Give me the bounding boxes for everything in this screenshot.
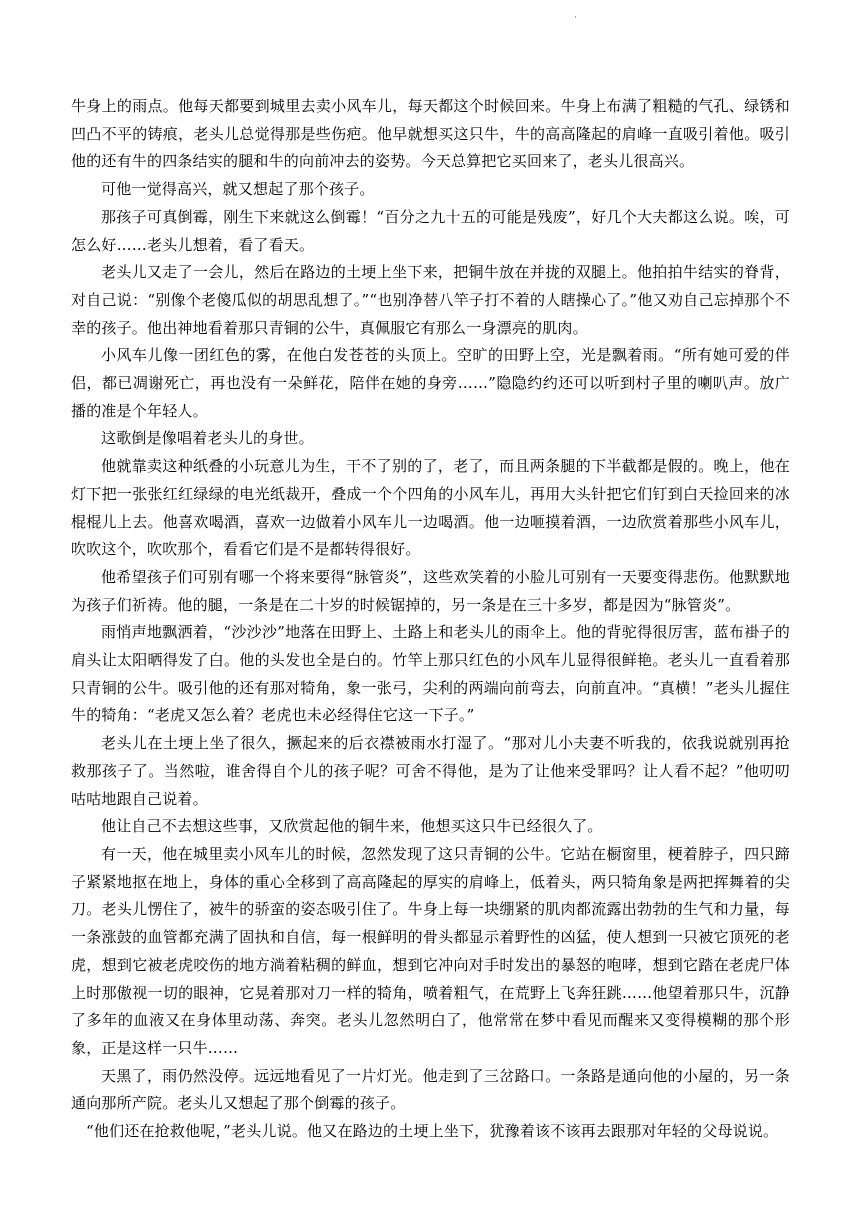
paragraph: 他希望孩子们可别有哪一个将来要得“脉管炎”，这些欢笑着的小脸儿可别有一天要变得悲伤。他默默地为孩子们祈祷。他的腿，一条是在二十岁的时候锯掉的，另一条是在三十多岁，都是因为“脉管炎”。 (71, 567, 790, 614)
article-body (71, 93, 790, 1146)
paragraph: 可他一觉得高兴，就又想起了那个孩子。 (101, 180, 375, 199)
paragraph: 小风车儿像一团红色的雾，在他白发苍苍的头顶上。空旷的田野上空，光是飘着雨。“所有她可爱的伴侣，都已凋谢死亡，再也没有一朵鲜花，陪伴在她的身旁……”隐隐约约还可以听到村子里的喇叭声。放广播的准是个年轻人。 (71, 346, 790, 420)
paragraph: 老头儿又走了一会儿，然后在路边的土埂上坐下来，把铜牛放在并拢的双腿上。他拍拍牛结实的脊背，对自己说：“别像个老傻瓜似的胡思乱想了。”“也别净替八竿子打不着的人瞎操心了。”他又劝自己忘掉那个不幸的孩子。他出神地看着那只青铜的公牛，真佩服它有那么一身漂亮的肌肉。 (71, 263, 790, 337)
paragraph: 老头儿在土埂上坐了很久，撅起来的后衣襟被雨水打湿了。“那对儿小夫妻不听我的，依我说就别再抢救那孩子了。当然啦，谁舍得自个儿的孩子呢？可舍不得他，是为了让他来受罪吗？让人看不起？”他叨叨咕咕地跟自己说着。 (71, 734, 790, 808)
paragraph: 他就靠卖这种纸叠的小玩意儿为生，干不了别的了，老了，而且两条腿的下半截都是假的。晚上，他在灯下把一张张红红绿绿的电光纸裁开，叠成一个个四角的小风车儿，再用大头针把它们钉到白天捡回来的冰棍棍儿上去。他喜欢喝酒，喜欢一边做着小风车儿一边喝酒。他一边咂摸着酒，一边欣赏着那些小风车儿，吹吹这个，吹吹那个，看看它们是不是都转得很好。 (71, 457, 790, 559)
paragraph: 他让自己不去想这些事，又欣赏起他的铜牛来，他想买这只牛已经很久了。 (101, 817, 603, 836)
header-mark: · (574, 13, 577, 23)
paragraph: 牛身上的雨点。他每天都要到城里去卖小风车儿，每天都这个时候回来。牛身上布满了粗糙的气孔、绿锈和凹凸不平的铸痕，老头儿总觉得那是些伤疤。他早就想买这只牛，牛的高高隆起的肩峰一直吸引着他。吸引他的还有牛的四条结实的腿和牛的向前冲去的姿势。今天总算把它买回来了，老头儿很高兴。 (71, 97, 790, 171)
paragraph: 雨悄声地飘洒着，“沙沙沙”地落在田野上、土路上和老头儿的雨伞上。他的背驼得很厉害，蓝布褂子的肩头让太阳晒得发了白。他的头发也全是白的。竹竿上那只红色的小风车儿显得很鲜艳。老头儿一直看着那只青铜的公牛。吸引他的还有那对犄角，象一张弓，尖利的两端向前弯去，向前直冲。“真横！”老头儿握住牛的犄角：“老虎又怎么着？老虎也未必经得住它这一下子。” (71, 623, 790, 725)
paragraph: 天黑了，雨仍然没停。远远地看见了一片灯光。他走到了三岔路口。一条路是通向他的小屋的，另一条通向那所产院。老头儿又想起了那个倒霉的孩子。 (71, 1066, 790, 1113)
paragraph: 这歌倒是像唱着老头儿的身世。 (101, 429, 314, 448)
paragraph: “他们还在抢救他呢，”老头儿说。他又在路边的土埂上坐下，犹豫着该不该再去跟那对年轻的父母说说。 (86, 1122, 779, 1141)
paragraph: 有一天，他在城里卖小风车儿的时候，忽然发现了这只青铜的公牛。它站在橱窗里，梗着脖子，四只蹄子紧紧地抠在地上，身体的重心全移到了高高隆起的厚实的肩峰上，低着头，两只犄角象是两把挥舞着的尖刀。老头儿愣住了，被牛的骄蛮的姿态吸引住了。牛身上每一块绷紧的肌肉都流露出勃勃的生气和力量，每一条涨鼓的血管都充满了固执和自信，每一根鲜明的骨头都显示着野性的凶猛，使人想到一只被它顶死的老虎，想到它被老虎咬伤的地方淌着粘稠的鲜血，想到它冲向对手时发出的暴怒的咆哮，想到它踏在老虎尸体上时那傲视一切的眼神，它晃着那对刀一样的犄角，喷着粗气，在荒野上飞奔狂跳……他望着那只牛，沉静了多年的血液又在身体里动荡、奔突。老头儿忽然明白了，他常常在梦中看见而醒来又变得模糊的那个形象，正是这样一只牛…… (71, 844, 790, 1057)
paragraph: 那孩子可真倒霉，刚生下来就这么倒霉！“百分之九十五的可能是残废”，好几个大夫都这么说。唉，可怎么好……老头儿想着，看了看天。 (71, 207, 790, 254)
